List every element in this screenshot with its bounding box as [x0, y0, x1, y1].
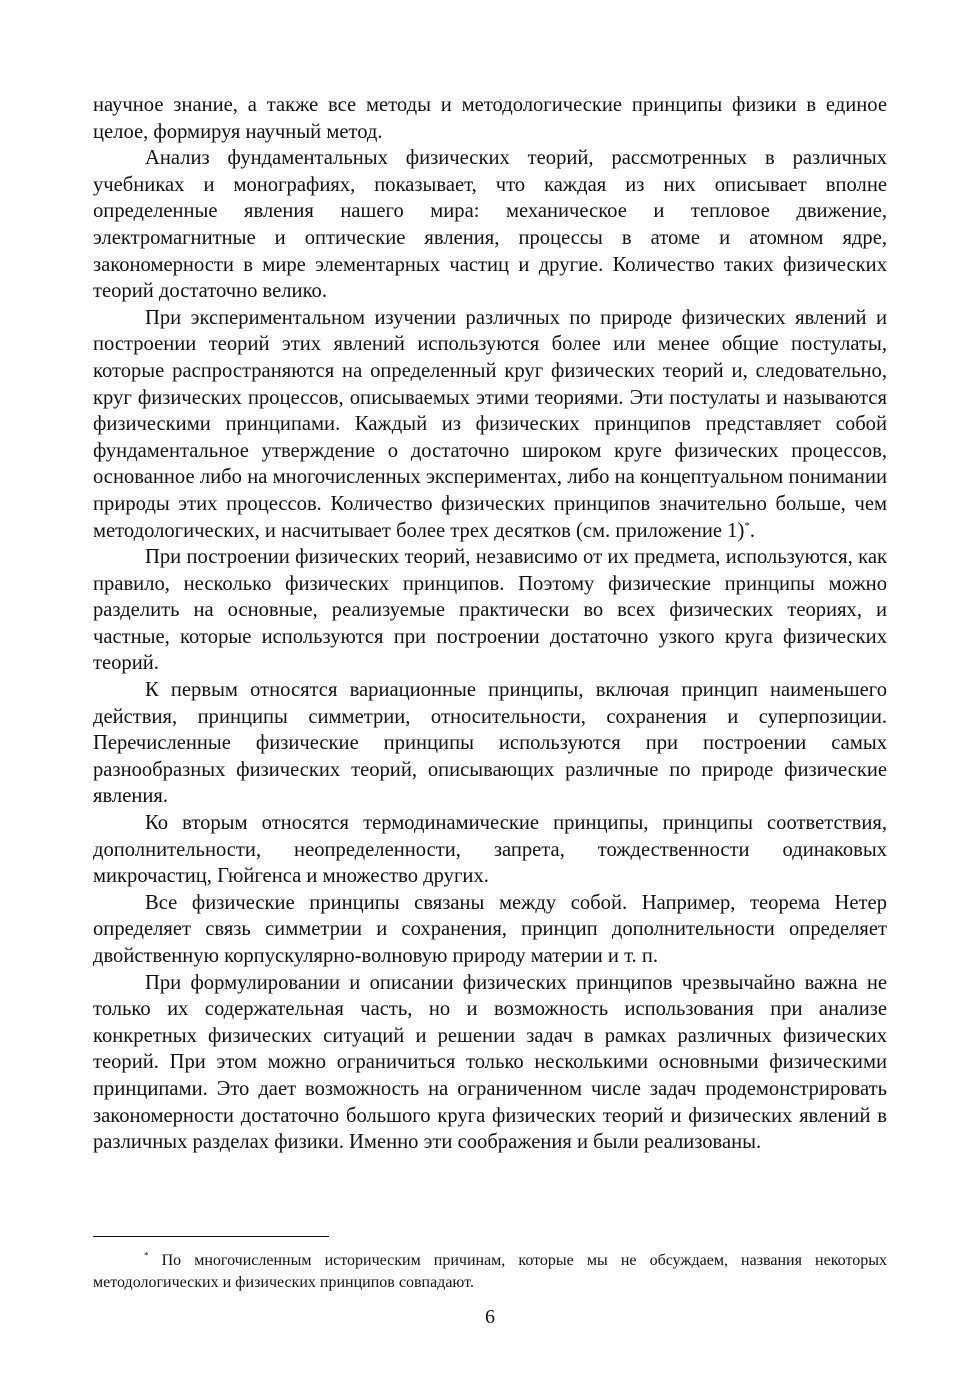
- paragraph-5: К первым относятся вариационные принципы, включая принцип наименьшего действия, принципы симметрии, относительности, сохранения и суперпозиции. Перечисленные физические принципы используются при построении самых разнообразных физических теорий, описывающих различные по природе физические явления.: [93, 679, 887, 808]
- paragraph-2: Анализ фундаментальных физических теорий, рассмотренных в различных учебниках и монографиях, показывает, что каждая из них описывает вполне определенные явления нашего мира: механическое и тепловое движение, электромагнитные и оптические явления, процессы в атоме и атомном ядре, закономерности в мире элементарных частиц и другие. Количество таких физических теорий достаточно велико.: [93, 147, 887, 303]
- paragraph-8: При формулировании и описании физических принципов чрезвычайно важна не только их содержательная часть, но и возможность использования при анализе конкретных физических ситуаций и решении задач в рамках различных физических теорий. При этом можно ограничиться только несколькими основными физическими принципами. Это дает возможность на ограниченном числе задач продемонстрировать закономерности достаточно большого круга физических теорий и физических явлений в различных разделах физики. Именно эти соображения и были реализованы.: [93, 971, 887, 1154]
- footnote-mark: *: [144, 1250, 149, 1261]
- paragraph-4: При построении физических теорий, независимо от их предмета, используются, как правило, несколько физических принципов. Поэтому физические принципы можно разделить на основные, реализуемые практически во всех физических теориях, и частные, которые используются при построении достаточно узкого круга физических теорий.: [93, 546, 887, 675]
- paragraph-7: Все физические принципы связаны между собой. Например, теорема Нетер определяет связь симметрии и сохранения, принцип дополнительности определяет двойственную корпускулярно-волновую природу материи и т. п.: [93, 891, 887, 967]
- footnote-text: По многочисленным историческим причинам, которые мы не обсуждаем, названия некоторых методологических и физических принципов совпадают.: [93, 1252, 887, 1291]
- footnote-reference[interactable]: *: [744, 519, 750, 532]
- page-body: [93, 92, 887, 1156]
- paragraph-1: научное знание, а также все методы и методологические принципы физики в единое целое, формируя научный метод.: [93, 94, 887, 143]
- paragraph-3: [93, 305, 887, 544]
- footnote: [93, 1250, 887, 1293]
- paragraph-6: Ко вторым относятся термодинамические принципы, принципы соответствия, дополнительности, неопределенности, запрета, тождественности одинаковых микрочастиц, Гюйгенса и множество других.: [93, 812, 887, 888]
- paragraph-3-text: При экспериментальном изучении различных по природе физических явлений и построении теорий этих явлений используются более или менее общие постулаты, которые распространяются на определенный круг физических теорий и, следовательно, круг физических процессов, описываемых этими теориями. Эти постулаты и называются физическими принципами. Каждый из физических принципов представляет собой фундаментальное утверждение о достаточно широком круге физических процессов, основанное либо на многочисленных экспериментах, либо на концептуальном понимании природы этих процессов. Количество физических принципов значительно больше, чем методологических, и насчитывает более трех десятков (см. приложение 1): [93, 306, 887, 542]
- footnote-divider: [93, 1236, 329, 1237]
- page-number: 6: [485, 1306, 495, 1328]
- paragraph-3-end: .: [749, 519, 755, 542]
